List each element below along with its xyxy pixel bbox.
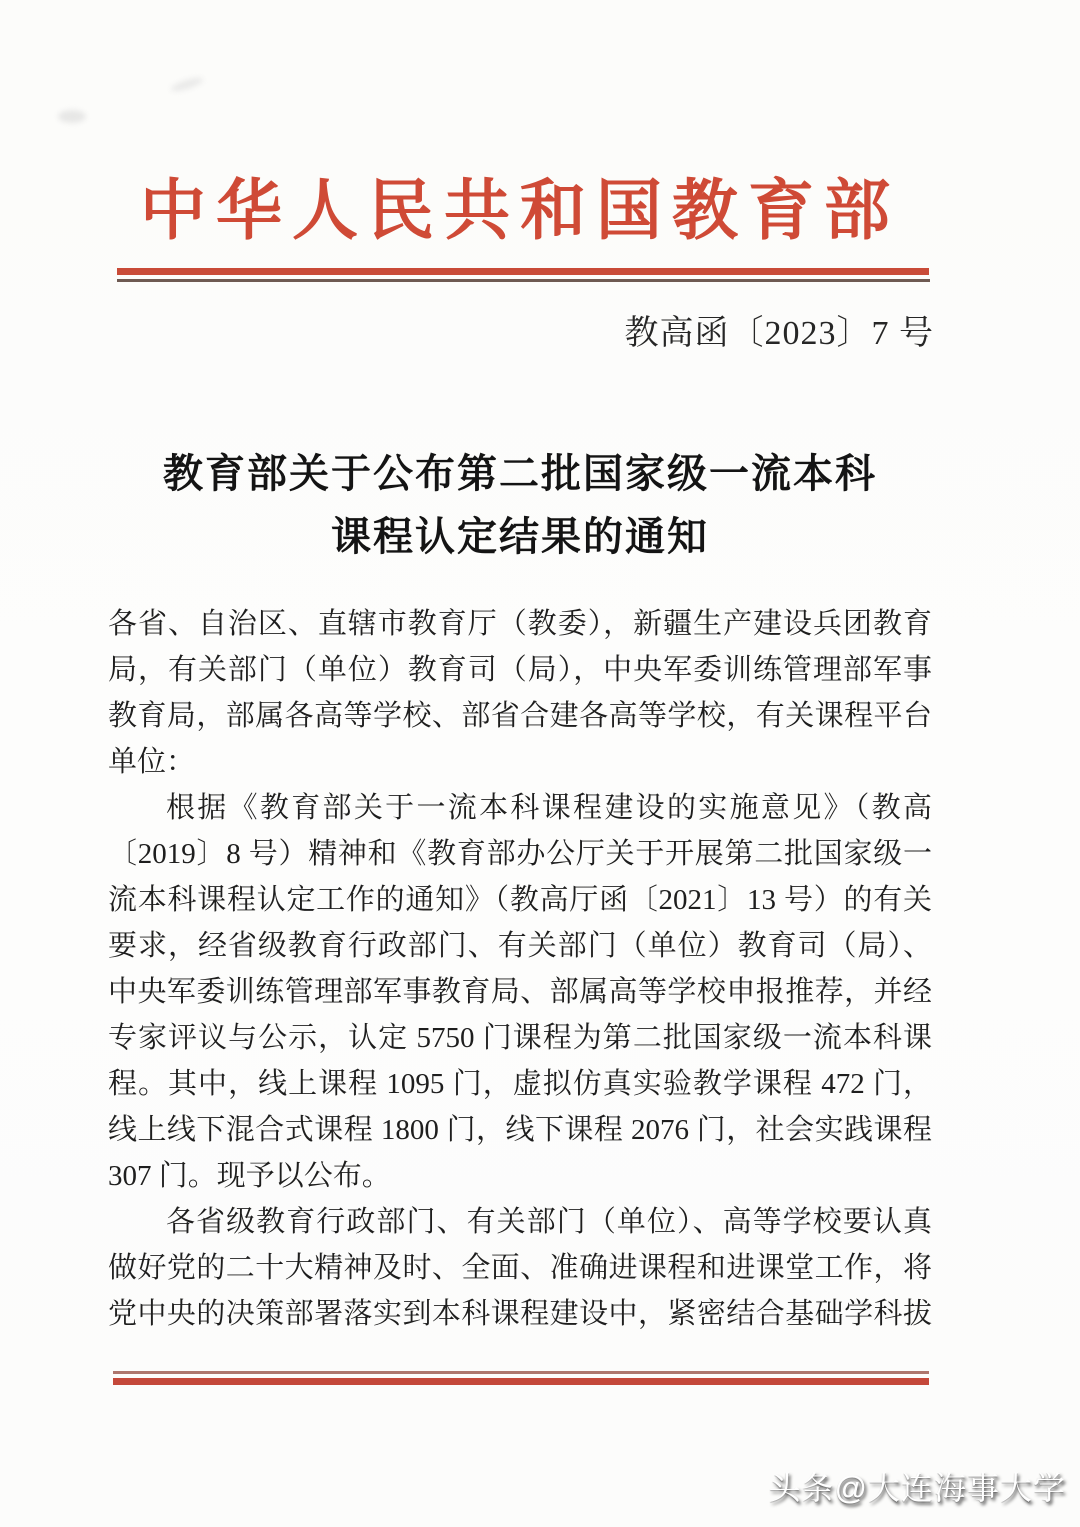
body-line: 流本科课程认定工作的通知》（教高厅函〔2021〕13 号）的有关: [108, 884, 932, 916]
body-line: 307 门。现予以公布。: [108, 1160, 391, 1192]
body-line: 中央军委训练管理部军事教育局、部属高等学校申报推荐，并经: [108, 976, 932, 1008]
body-line: 单位：: [108, 746, 196, 778]
notice-body: [108, 601, 932, 1337]
toutiao-watermark: 头条@大连海事大学: [768, 1470, 1066, 1506]
body-line: 党中央的决策部署落实到本科课程建设中，紧密结合基础学科拔: [108, 1298, 932, 1330]
body-line: 根据《教育部关于一流本科课程建设的实施意见》（教高: [166, 792, 932, 824]
header-rule-red: [117, 268, 929, 275]
body-line: 各省、自治区、直辖市教育厅（教委），新疆生产建设兵团教育: [108, 608, 932, 640]
body-line: 〔2019〕8 号）精神和《教育部办公厅关于开展第二批国家级一: [108, 838, 932, 870]
ministry-letterhead: 中华人民共和国教育部: [140, 175, 900, 248]
body-line: 线上线下混合式课程 1800 门，线下课程 2076 门，社会实践课程: [108, 1114, 932, 1146]
scan-smudge: [169, 75, 204, 94]
scan-smudge: [58, 110, 86, 123]
body-line: 做好党的二十大精神及时、全面、准确进课程和进课堂工作，将: [108, 1252, 932, 1284]
body-line: 程。其中，线上课程 1095 门，虚拟仿真实验教学课程 472 门，: [108, 1068, 932, 1100]
body-line: 专家评议与公示，认定 5750 门课程为第二批国家级一流本科课: [108, 1022, 932, 1054]
header-rule-dark: [117, 279, 930, 282]
body-line: 要求，经省级教育行政部门、有关部门（单位）教育司（局）、: [108, 930, 932, 962]
footer-rule-red: [113, 1378, 929, 1385]
notice-title-line1: 教育部关于公布第二批国家级一流本科: [163, 451, 877, 496]
document-number: 教高函〔2023〕7 号: [624, 315, 934, 352]
body-line: 各省级教育行政部门、有关部门（单位）、高等学校要认真: [166, 1206, 932, 1238]
body-line: 教育局，部属各高等学校、部省合建各高等学校，有关课程平台: [108, 700, 932, 732]
body-line: 局，有关部门（单位）教育司（局），中央军委训练管理部军事: [108, 654, 932, 686]
footer-rule-thin: [113, 1371, 929, 1374]
notice-title: [110, 442, 930, 568]
notice-title-line2: 课程认定结果的通知: [331, 514, 709, 559]
